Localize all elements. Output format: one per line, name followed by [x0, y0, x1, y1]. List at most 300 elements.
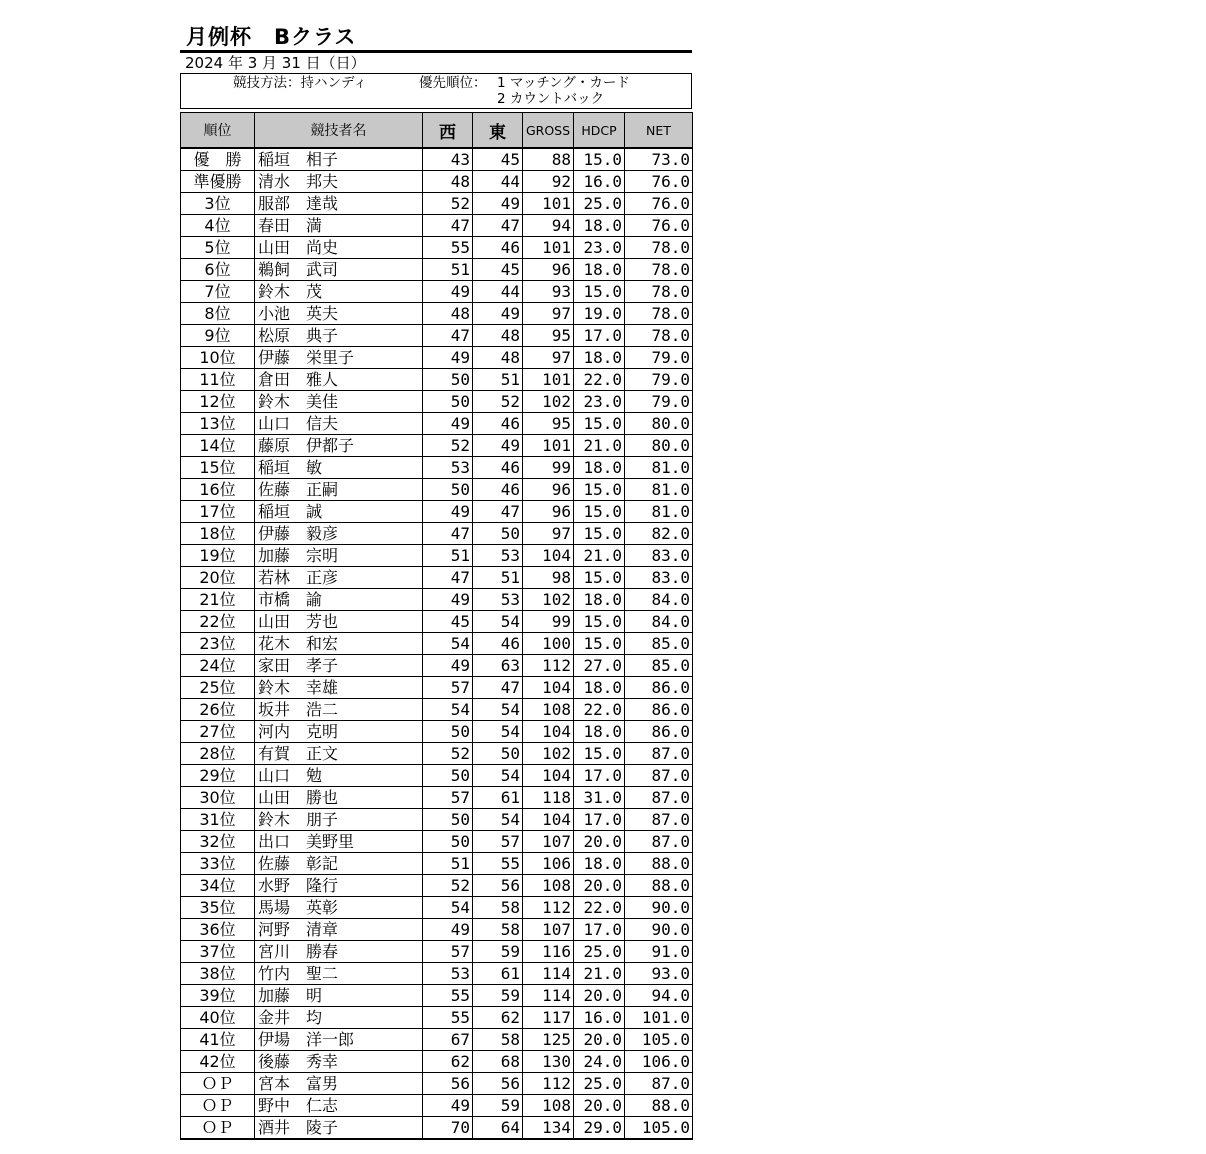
cell-name: 藤原 伊都子 — [255, 435, 423, 457]
cell-net: 88.0 — [625, 875, 693, 897]
cell-rank: 37位 — [181, 941, 255, 963]
cell-gross: 96 — [523, 479, 574, 501]
cell-name: 佐藤 彰記 — [255, 853, 423, 875]
cell-name: 鈴木 茂 — [255, 281, 423, 303]
table-row — [181, 281, 693, 303]
cell-name: 家田 孝子 — [255, 655, 423, 677]
cell-rank: 9位 — [181, 325, 255, 347]
cell-hdcp: 17.0 — [574, 325, 625, 347]
cell-hdcp: 18.0 — [574, 215, 625, 237]
cell-hdcp: 22.0 — [574, 369, 625, 391]
table-row — [181, 677, 693, 699]
cell-gross: 101 — [523, 237, 574, 259]
cell-gross: 125 — [523, 1029, 574, 1051]
cell-gross: 108 — [523, 875, 574, 897]
cell-rank: 41位 — [181, 1029, 255, 1051]
page-title: 月例杯 Bクラス — [186, 25, 357, 49]
cell-gross: 104 — [523, 765, 574, 787]
cell-west: 57 — [423, 787, 473, 809]
cell-rank: 29位 — [181, 765, 255, 787]
cell-gross: 101 — [523, 193, 574, 215]
cell-gross: 108 — [523, 699, 574, 721]
cell-rank: 18位 — [181, 523, 255, 545]
cell-name: 服部 達哉 — [255, 193, 423, 215]
cell-name: 山田 尚史 — [255, 237, 423, 259]
col-header-rank: 順位 — [181, 113, 255, 149]
cell-hdcp: 21.0 — [574, 963, 625, 985]
cell-name: 市橋 諭 — [255, 589, 423, 611]
cell-rank: 20位 — [181, 567, 255, 589]
cell-rank: 19位 — [181, 545, 255, 567]
cell-hdcp: 16.0 — [574, 1007, 625, 1029]
cell-west: 48 — [423, 303, 473, 325]
cell-rank: 7位 — [181, 281, 255, 303]
table-row — [181, 589, 693, 611]
cell-rank: 23位 — [181, 633, 255, 655]
table-row — [181, 985, 693, 1007]
cell-net: 78.0 — [625, 259, 693, 281]
cell-hdcp: 20.0 — [574, 831, 625, 853]
cell-rank: 31位 — [181, 809, 255, 831]
cell-name: 若林 正彦 — [255, 567, 423, 589]
cell-gross: 101 — [523, 369, 574, 391]
cell-rank: 14位 — [181, 435, 255, 457]
cell-net: 73.0 — [625, 148, 693, 171]
cell-name: 竹内 聖二 — [255, 963, 423, 985]
cell-east: 48 — [473, 347, 523, 369]
cell-west: 51 — [423, 259, 473, 281]
cell-east: 53 — [473, 589, 523, 611]
cell-name: 山口 信夫 — [255, 413, 423, 435]
col-header-east: 東 — [473, 113, 523, 149]
cell-net: 93.0 — [625, 963, 693, 985]
cell-net: 78.0 — [625, 281, 693, 303]
cell-hdcp: 23.0 — [574, 391, 625, 413]
cell-net: 79.0 — [625, 369, 693, 391]
cell-west: 50 — [423, 765, 473, 787]
cell-hdcp: 15.0 — [574, 633, 625, 655]
cell-west: 49 — [423, 655, 473, 677]
cell-name: 有賀 正文 — [255, 743, 423, 765]
table-row — [181, 941, 693, 963]
cell-west: 54 — [423, 897, 473, 919]
cell-east: 54 — [473, 611, 523, 633]
cell-east: 46 — [473, 633, 523, 655]
cell-east: 46 — [473, 479, 523, 501]
table-row — [181, 457, 693, 479]
cell-hdcp: 20.0 — [574, 875, 625, 897]
cell-rank: 35位 — [181, 897, 255, 919]
cell-gross: 108 — [523, 1095, 574, 1117]
cell-net: 90.0 — [625, 897, 693, 919]
cell-gross: 101 — [523, 435, 574, 457]
cell-hdcp: 15.0 — [574, 281, 625, 303]
cell-hdcp: 24.0 — [574, 1051, 625, 1073]
cell-name: 加藤 宗明 — [255, 545, 423, 567]
cell-gross: 95 — [523, 413, 574, 435]
cell-hdcp: 23.0 — [574, 237, 625, 259]
cell-hdcp: 18.0 — [574, 259, 625, 281]
cell-gross: 97 — [523, 347, 574, 369]
cell-net: 86.0 — [625, 677, 693, 699]
cell-east: 47 — [473, 501, 523, 523]
cell-hdcp: 15.0 — [574, 501, 625, 523]
cell-east: 47 — [473, 677, 523, 699]
cell-east: 48 — [473, 325, 523, 347]
cell-net: 84.0 — [625, 611, 693, 633]
cell-rank: 39位 — [181, 985, 255, 1007]
cell-gross: 98 — [523, 567, 574, 589]
cell-east: 52 — [473, 391, 523, 413]
table-row — [181, 633, 693, 655]
cell-rank: 12位 — [181, 391, 255, 413]
cell-west: 43 — [423, 148, 473, 171]
cell-west: 52 — [423, 193, 473, 215]
cell-name: 後藤 秀幸 — [255, 1051, 423, 1073]
cell-east: 54 — [473, 699, 523, 721]
cell-east: 59 — [473, 941, 523, 963]
cell-rank: 16位 — [181, 479, 255, 501]
cell-hdcp: 25.0 — [574, 193, 625, 215]
cell-name: 金井 均 — [255, 1007, 423, 1029]
cell-gross: 116 — [523, 941, 574, 963]
competition-method: 競技方法：持ハンディ — [233, 75, 367, 91]
cell-net: 87.0 — [625, 809, 693, 831]
competition-info-box — [180, 73, 692, 108]
cell-west: 52 — [423, 435, 473, 457]
cell-east: 53 — [473, 545, 523, 567]
cell-net: 87.0 — [625, 787, 693, 809]
cell-rank: 11位 — [181, 369, 255, 391]
cell-net: 81.0 — [625, 479, 693, 501]
cell-net: 105.0 — [625, 1117, 693, 1140]
cell-rank: 17位 — [181, 501, 255, 523]
table-row — [181, 1073, 693, 1095]
col-header-west: 西 — [423, 113, 473, 149]
table-row — [181, 853, 693, 875]
cell-net: 78.0 — [625, 303, 693, 325]
cell-name: 春田 満 — [255, 215, 423, 237]
cell-west: 50 — [423, 369, 473, 391]
priority-item-2: 2 カウントバック — [497, 91, 605, 107]
cell-rank: 38位 — [181, 963, 255, 985]
table-row — [181, 919, 693, 941]
cell-east: 44 — [473, 171, 523, 193]
cell-rank: 10位 — [181, 347, 255, 369]
cell-name: 伊藤 毅彦 — [255, 523, 423, 545]
cell-rank: 30位 — [181, 787, 255, 809]
cell-gross: 99 — [523, 457, 574, 479]
cell-west: 54 — [423, 699, 473, 721]
cell-gross: 100 — [523, 633, 574, 655]
cell-west: 57 — [423, 941, 473, 963]
results-table — [180, 112, 693, 1140]
cell-east: 57 — [473, 831, 523, 853]
cell-net: 105.0 — [625, 1029, 693, 1051]
cell-west: 53 — [423, 963, 473, 985]
cell-east: 44 — [473, 281, 523, 303]
table-row — [181, 545, 693, 567]
table-row — [181, 699, 693, 721]
cell-name: 野中 仁志 — [255, 1095, 423, 1117]
table-row — [181, 897, 693, 919]
table-header-row — [181, 113, 693, 149]
cell-hdcp: 22.0 — [574, 897, 625, 919]
cell-rank: 15位 — [181, 457, 255, 479]
cell-name: 馬場 英彰 — [255, 897, 423, 919]
table-row — [181, 237, 693, 259]
cell-net: 87.0 — [625, 743, 693, 765]
cell-west: 51 — [423, 545, 473, 567]
cell-hdcp: 18.0 — [574, 347, 625, 369]
event-date: 2024 年 3 月 31 日（日） — [185, 54, 366, 72]
cell-hdcp: 22.0 — [574, 699, 625, 721]
table-row — [181, 1029, 693, 1051]
cell-rank: 42位 — [181, 1051, 255, 1073]
cell-west: 55 — [423, 985, 473, 1007]
cell-west: 45 — [423, 611, 473, 633]
cell-hdcp: 15.0 — [574, 523, 625, 545]
cell-rank: 25位 — [181, 677, 255, 699]
cell-west: 50 — [423, 809, 473, 831]
cell-west: 47 — [423, 567, 473, 589]
cell-hdcp: 21.0 — [574, 435, 625, 457]
cell-net: 78.0 — [625, 325, 693, 347]
cell-east: 62 — [473, 1007, 523, 1029]
cell-net: 78.0 — [625, 237, 693, 259]
cell-name: 清水 邦夫 — [255, 171, 423, 193]
cell-rank: 21位 — [181, 589, 255, 611]
table-row — [181, 1095, 693, 1117]
table-row — [181, 369, 693, 391]
cell-east: 45 — [473, 148, 523, 171]
cell-hdcp: 18.0 — [574, 457, 625, 479]
cell-west: 50 — [423, 391, 473, 413]
cell-east: 49 — [473, 435, 523, 457]
cell-net: 86.0 — [625, 699, 693, 721]
cell-name: 坂井 浩二 — [255, 699, 423, 721]
cell-gross: 88 — [523, 148, 574, 171]
table-row — [181, 1117, 693, 1140]
table-row — [181, 1007, 693, 1029]
cell-gross: 94 — [523, 215, 574, 237]
priority-label: 優先順位： — [419, 75, 487, 91]
cell-east: 58 — [473, 919, 523, 941]
cell-rank: 6位 — [181, 259, 255, 281]
cell-west: 49 — [423, 919, 473, 941]
cell-west: 49 — [423, 589, 473, 611]
table-row — [181, 765, 693, 787]
table-row — [181, 809, 693, 831]
cell-name: 佐藤 正嗣 — [255, 479, 423, 501]
cell-gross: 104 — [523, 677, 574, 699]
table-row — [181, 347, 693, 369]
cell-name: 河内 克明 — [255, 721, 423, 743]
cell-hdcp: 18.0 — [574, 589, 625, 611]
cell-name: 花木 和宏 — [255, 633, 423, 655]
cell-hdcp: 17.0 — [574, 809, 625, 831]
cell-gross: 114 — [523, 985, 574, 1007]
cell-gross: 104 — [523, 545, 574, 567]
cell-hdcp: 20.0 — [574, 985, 625, 1007]
cell-gross: 95 — [523, 325, 574, 347]
cell-east: 49 — [473, 193, 523, 215]
cell-west: 50 — [423, 721, 473, 743]
cell-net: 101.0 — [625, 1007, 693, 1029]
cell-rank: 準優勝 — [181, 171, 255, 193]
cell-rank: 36位 — [181, 919, 255, 941]
table-row — [181, 831, 693, 853]
cell-east: 55 — [473, 853, 523, 875]
cell-name: 稲垣 敏 — [255, 457, 423, 479]
cell-name: 松原 典子 — [255, 325, 423, 347]
cell-rank: 4位 — [181, 215, 255, 237]
cell-net: 86.0 — [625, 721, 693, 743]
cell-west: 52 — [423, 743, 473, 765]
cell-rank: 40位 — [181, 1007, 255, 1029]
cell-gross: 102 — [523, 391, 574, 413]
cell-east: 47 — [473, 215, 523, 237]
cell-east: 61 — [473, 787, 523, 809]
cell-gross: 117 — [523, 1007, 574, 1029]
cell-gross: 97 — [523, 523, 574, 545]
cell-name: 宮本 富男 — [255, 1073, 423, 1095]
results-sheet — [180, 24, 692, 1140]
cell-net: 88.0 — [625, 853, 693, 875]
col-header-gross: GROSS — [523, 113, 574, 149]
cell-hdcp: 15.0 — [574, 148, 625, 171]
cell-west: 51 — [423, 853, 473, 875]
cell-rank: 5位 — [181, 237, 255, 259]
cell-hdcp: 31.0 — [574, 787, 625, 809]
cell-east: 50 — [473, 743, 523, 765]
cell-gross: 97 — [523, 303, 574, 325]
cell-east: 61 — [473, 963, 523, 985]
cell-gross: 106 — [523, 853, 574, 875]
table-row — [181, 391, 693, 413]
cell-east: 58 — [473, 1029, 523, 1051]
table-row — [181, 567, 693, 589]
cell-east: 50 — [473, 523, 523, 545]
cell-hdcp: 15.0 — [574, 567, 625, 589]
cell-name: 稲垣 相子 — [255, 148, 423, 171]
cell-gross: 96 — [523, 501, 574, 523]
cell-hdcp: 29.0 — [574, 1117, 625, 1140]
cell-name: 鈴木 美佳 — [255, 391, 423, 413]
cell-west: 52 — [423, 875, 473, 897]
cell-net: 83.0 — [625, 567, 693, 589]
table-row — [181, 171, 693, 193]
table-row — [181, 743, 693, 765]
cell-west: 50 — [423, 831, 473, 853]
col-header-name: 競技者名 — [255, 113, 423, 149]
cell-west: 56 — [423, 1073, 473, 1095]
cell-west: 55 — [423, 237, 473, 259]
cell-west: 55 — [423, 1007, 473, 1029]
table-row — [181, 787, 693, 809]
cell-net: 85.0 — [625, 655, 693, 677]
cell-net: 81.0 — [625, 501, 693, 523]
cell-west: 49 — [423, 413, 473, 435]
cell-east: 58 — [473, 897, 523, 919]
cell-gross: 107 — [523, 919, 574, 941]
cell-east: 46 — [473, 237, 523, 259]
cell-west: 67 — [423, 1029, 473, 1051]
cell-rank: 33位 — [181, 853, 255, 875]
cell-hdcp: 19.0 — [574, 303, 625, 325]
cell-net: 91.0 — [625, 941, 693, 963]
cell-net: 88.0 — [625, 1095, 693, 1117]
cell-gross: 114 — [523, 963, 574, 985]
cell-rank: 24位 — [181, 655, 255, 677]
cell-net: 79.0 — [625, 347, 693, 369]
cell-rank: 27位 — [181, 721, 255, 743]
cell-gross: 92 — [523, 171, 574, 193]
cell-hdcp: 20.0 — [574, 1029, 625, 1051]
cell-name: 河野 清章 — [255, 919, 423, 941]
cell-net: 94.0 — [625, 985, 693, 1007]
cell-hdcp: 15.0 — [574, 743, 625, 765]
cell-net: 76.0 — [625, 215, 693, 237]
cell-east: 56 — [473, 1073, 523, 1095]
cell-gross: 112 — [523, 1073, 574, 1095]
cell-east: 59 — [473, 1095, 523, 1117]
cell-hdcp: 21.0 — [574, 545, 625, 567]
col-header-hdcp: HDCP — [574, 113, 625, 149]
cell-rank: 26位 — [181, 699, 255, 721]
cell-east: 56 — [473, 875, 523, 897]
cell-name: 山田 勝也 — [255, 787, 423, 809]
cell-name: 出口 美野里 — [255, 831, 423, 853]
table-row — [181, 875, 693, 897]
table-row — [181, 479, 693, 501]
cell-name: 水野 隆行 — [255, 875, 423, 897]
cell-east: 51 — [473, 369, 523, 391]
table-row — [181, 215, 693, 237]
cell-name: 鈴木 朋子 — [255, 809, 423, 831]
cell-gross: 112 — [523, 655, 574, 677]
cell-rank: 13位 — [181, 413, 255, 435]
cell-hdcp: 15.0 — [574, 479, 625, 501]
cell-net: 76.0 — [625, 171, 693, 193]
cell-gross: 102 — [523, 589, 574, 611]
cell-hdcp: 15.0 — [574, 413, 625, 435]
cell-name: 山田 芳也 — [255, 611, 423, 633]
table-row — [181, 303, 693, 325]
cell-west: 47 — [423, 325, 473, 347]
cell-name: 加藤 明 — [255, 985, 423, 1007]
cell-net: 80.0 — [625, 413, 693, 435]
cell-net: 85.0 — [625, 633, 693, 655]
cell-east: 54 — [473, 721, 523, 743]
cell-rank: 優 勝 — [181, 148, 255, 171]
cell-east: 46 — [473, 457, 523, 479]
cell-hdcp: 17.0 — [574, 919, 625, 941]
cell-gross: 104 — [523, 721, 574, 743]
cell-east: 46 — [473, 413, 523, 435]
cell-west: 49 — [423, 281, 473, 303]
cell-net: 83.0 — [625, 545, 693, 567]
cell-net: 81.0 — [625, 457, 693, 479]
cell-name: 小池 英夫 — [255, 303, 423, 325]
cell-hdcp: 15.0 — [574, 611, 625, 633]
cell-net: 76.0 — [625, 193, 693, 215]
cell-net: 80.0 — [625, 435, 693, 457]
cell-name: 伊藤 栄里子 — [255, 347, 423, 369]
cell-name: 鈴木 幸雄 — [255, 677, 423, 699]
col-header-net: NET — [625, 113, 693, 149]
cell-gross: 104 — [523, 809, 574, 831]
